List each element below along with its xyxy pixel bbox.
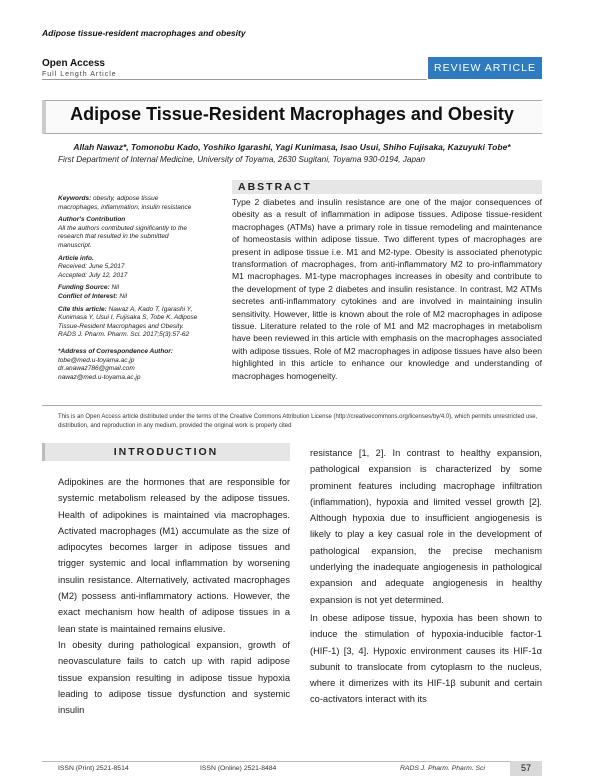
contribution-label: Author's Contribution	[58, 216, 126, 224]
issn-print: ISSN (Print) 2521-8514	[58, 765, 129, 772]
paragraph: In obesity during pathological expansion, growth of neovasculature fails to catch up with rapid adipose tissue expansion resulting in adipose tissue hypoxia leading to adipose tissue dysfunction and systemic insulin	[58, 639, 290, 716]
cite-text: Nawaz A, Kado T, Igarashi Y, Kunimasa Y, Usui I, Fujisaka S, Tobe K. Adipose Tissue-Resident Macrophages and Obesity. RADS J. Pharm. Pharm. Sci. 2017;5(3):57-62	[58, 305, 198, 339]
footer-rule	[42, 761, 542, 762]
email-link[interactable]: tobe@med.u-toyama.ac.jp	[58, 356, 135, 364]
email-link[interactable]: nawaz@med.u-toyama.ac.jp	[58, 373, 141, 381]
keywords-block	[58, 195, 198, 212]
keywords-label: Keywords:	[58, 195, 92, 202]
affiliation: First Department of Internal Medicine, University of Toyama, 2630 Sugitani, Toyama 930-0194, Japan	[58, 155, 426, 164]
journal-name: RADS J. Pharm. Pharm. Sci	[400, 765, 485, 772]
contribution-block	[58, 216, 198, 250]
keywords-text: obesity, adipose tissue macrophages, inflammation, insulin resistance	[58, 195, 192, 211]
email-link[interactable]: dr.anawaz786@gmail.com	[58, 365, 135, 373]
article-type-label: Full Length Article	[42, 71, 117, 78]
header-rule	[42, 79, 427, 80]
issn-online: ISSN (Online) 2521-8484	[200, 765, 277, 772]
citation-block	[58, 306, 198, 340]
paragraph: In obese adipose tissue, hypoxia has been shown to induce the stimulation of hypoxia-inducible factor-1 (HIF-1) [3, 4]. Hypoxic environment causes its HIF-1α subunit to translocate from cytoplasm to the nucleus, where it dimerizes with its HIF-1β subunit and certain co-activators interact with its	[310, 612, 542, 705]
abstract-text: Type 2 diabetes and insulin resistance are one of the major consequences of obesity as a result of inflammation in adipose tissues. Adipose tissue-resident macrophages (ATMs) have a primary role in tissue remodeling and maintenance of homeostasis within adipose tissue. Two different types of macrophages are present in adipose tissue i.e. M1 and M2-type. Obesity is associated phenotypic transformation of macrophages, from anti-inflammatory M2 to pro-inflammatory M1 macrophages. M1-type macrophages increases in obesity and contribute to the development of type 2 diabetes and insulin resistance. In contrast, M2 ATMs secretes anti-inflammatory cytokines and are involved in maintaining insulin sensitivity. However, little is known about the role of M2 macrophages in adipose tissue. Literature related to the role of M1 and M2 macrophages in metabolism have been reviewed in this article with emphasis on the macrophages associated with adipose tissues. Role of M2 macrophages in adipose tissues have also been highlighted in this article to enhance our knowledge and understanding of macrophages homogeneity.	[232, 197, 542, 381]
funding-label: Funding Source:	[58, 284, 110, 292]
abstract-heading: ABSTRACT	[238, 181, 312, 193]
received-date: Received: June 5,2017	[58, 263, 125, 271]
paragraph: Adipokines are the hormones that are responsible for systemic metabolism released by the adipose tissues. Health of adipokines is maintained via macrophages. Activated macrophages (M1) accumulate as the size of adipocytes becomes larger in adipose tissues and trigger systemic and local inflammation by worsening insulin resistance. Alternatively, activated macrophages (M2) possess anti-inflammatory actions. However, the exact mechanism how health of adipose tissues in a lean state is maintained remains elusive.	[58, 477, 290, 634]
conflict-text: Nil	[117, 292, 127, 300]
article-info-block	[58, 255, 198, 281]
correspondence-block	[58, 348, 198, 382]
article-info-label: Article info.	[58, 254, 94, 262]
running-title: Adipose tissue-resident macrophages and obesity	[42, 28, 246, 38]
author-list: Allah Nawaz*, Tomonobu Kado, Yoshiko Igarashi, Yagi Kunimasa, Isao Usui, Shiho Fujisaka, Kazuyuki Tobe*	[73, 142, 511, 152]
section-divider	[42, 405, 542, 406]
cite-label: Cite this article:	[58, 305, 107, 313]
review-article-tab: REVIEW ARTICLE	[428, 57, 542, 79]
page-number: 57	[510, 761, 542, 776]
body-column-left	[58, 474, 290, 718]
correspondence-label: *Address of Correspondence Author:	[58, 347, 173, 355]
open-access-label: Open Access	[42, 58, 105, 69]
paragraph: resistance [1, 2]. In contrast to healthy expansion, pathological expansion is characterized by some prominent features including macrophage infiltration (inflammation), hypoxia and limited vessel growth [2]. Although hypoxia due to insufficient angiogenesis is likely to play a key casual role in the development of pathological expansion, the precise mechanism underlying the inadequate angiogenesis in pathological expansion and adequate angiogenesis in healthy expansion is not yet determined.	[310, 448, 542, 605]
article-sidebar	[58, 195, 198, 386]
funding-block	[58, 284, 198, 301]
contribution-text: All the authors contributed significantly to the research that resulted in the submitted manuscript.	[58, 224, 187, 249]
license-note: This is an Open Access article distributed under the terms of the Creative Commons Attribution License (http://creativecommons.org/licenses/by/4.0), which permits unrestricted use, distribution, and reproduction in any medium, provided the original work is properly cited	[58, 414, 538, 429]
conflict-label: Conflict of Interest:	[58, 292, 118, 300]
article-title: Adipose Tissue-Resident Macrophages and Obesity	[70, 104, 514, 124]
introduction-heading: INTRODUCTION	[113, 446, 219, 458]
body-column-right	[310, 445, 542, 708]
funding-text: Nil	[109, 284, 120, 292]
accepted-date: Accepted: July 12, 2017	[58, 271, 128, 279]
